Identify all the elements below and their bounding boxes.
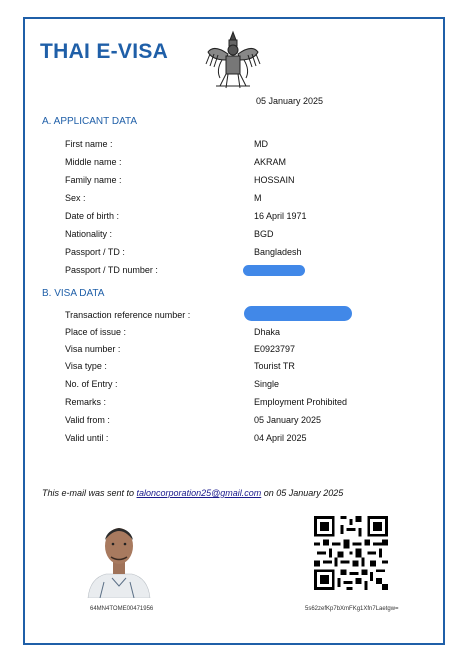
email-link[interactable]: taloncorporation25@gmail.com xyxy=(136,488,262,498)
field-label: Place of issue : xyxy=(65,327,127,337)
email-suffix: on 05 January 2025 xyxy=(261,488,344,498)
field-value: E0923797 xyxy=(254,344,296,354)
qr-code-text: 5s62zefKp7bXmFKg1Xfn7Laetgw= xyxy=(305,606,399,612)
field-label: Passport / TD number : xyxy=(65,265,158,275)
garuda-emblem-icon xyxy=(204,30,262,92)
field-value: HOSSAIN xyxy=(254,175,295,185)
table-row xyxy=(0,265,474,279)
field-label: First name : xyxy=(65,139,113,149)
table-row xyxy=(0,433,474,447)
field-value: M xyxy=(254,193,262,203)
table-row xyxy=(0,157,474,171)
applicant-heading: A. APPLICANT DATA xyxy=(42,116,138,127)
issue-date: 05 January 2025 xyxy=(256,96,324,106)
field-value: 05 January 2025 xyxy=(254,415,322,425)
field-label: Valid from : xyxy=(65,415,110,425)
field-value: Single xyxy=(254,379,280,389)
applicant-photo xyxy=(82,516,156,598)
visa-heading: B. VISA DATA xyxy=(42,288,105,299)
table-row xyxy=(0,211,474,225)
field-label: Middle name : xyxy=(65,157,122,167)
field-label: Remarks : xyxy=(65,397,107,407)
email-prefix: This e-mail was sent to xyxy=(42,488,137,498)
field-label: Sex : xyxy=(65,193,86,203)
table-row xyxy=(0,139,474,153)
field-value: Employment Prohibited xyxy=(254,397,348,407)
field-label: Visa number : xyxy=(65,344,121,354)
transaction-reference-redaction xyxy=(244,306,352,321)
field-value: AKRAM xyxy=(254,157,287,167)
table-row xyxy=(0,361,474,375)
field-value: Dhaka xyxy=(254,327,281,337)
table-row xyxy=(0,193,474,207)
passport-number-redaction xyxy=(243,265,305,276)
field-label: Passport / TD : xyxy=(65,247,125,257)
field-value: Tourist TR xyxy=(254,361,295,371)
email-notice xyxy=(42,488,343,498)
field-value: BGD xyxy=(254,229,274,239)
table-row xyxy=(0,379,474,393)
table-row xyxy=(0,397,474,411)
field-value: Bangladesh xyxy=(254,247,302,257)
qr-code-icon xyxy=(314,516,388,590)
field-label: Nationality : xyxy=(65,229,113,239)
field-value: 16 April 1971 xyxy=(254,211,307,221)
photo-code: 64MN4TOME00471956 xyxy=(90,606,154,612)
table-row xyxy=(0,415,474,429)
field-label: Family name : xyxy=(65,175,122,185)
field-label: Visa type : xyxy=(65,361,107,371)
field-label: Valid until : xyxy=(65,433,109,443)
field-label: Transaction reference number : xyxy=(65,310,191,320)
table-row xyxy=(0,310,474,324)
field-label: No. of Entry : xyxy=(65,379,118,389)
table-row xyxy=(0,247,474,261)
field-label: Date of birth : xyxy=(65,211,120,221)
table-row xyxy=(0,175,474,189)
table-row xyxy=(0,229,474,243)
table-row xyxy=(0,327,474,341)
field-value: 04 April 2025 xyxy=(254,433,307,443)
table-row xyxy=(0,344,474,358)
document-title: THAI E-VISA xyxy=(40,40,169,63)
field-value: MD xyxy=(254,139,268,149)
